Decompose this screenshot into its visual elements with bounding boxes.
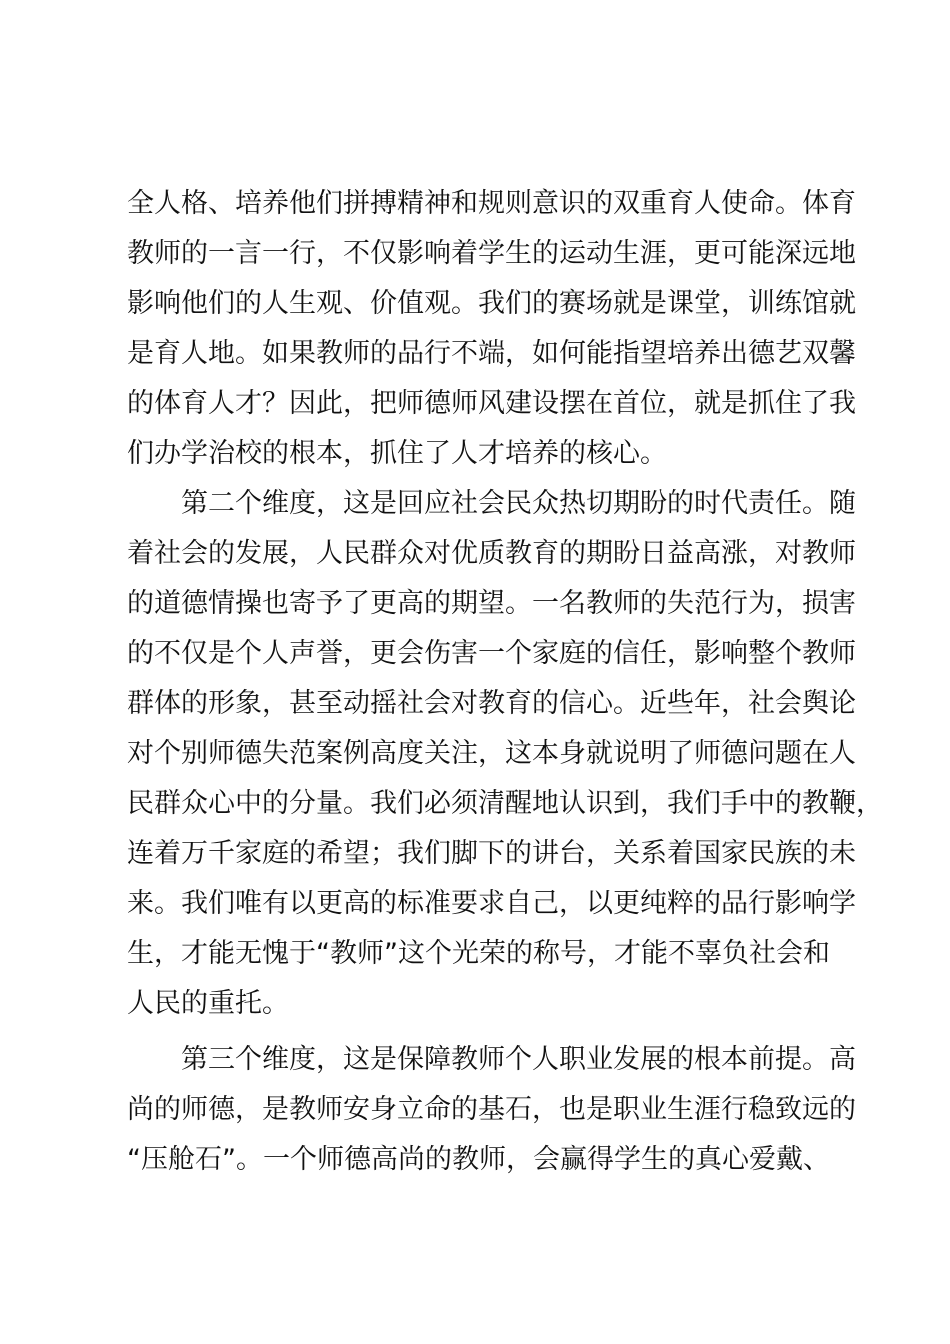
text-line: 影响他们的人生观、价值观。我们的赛场就是课堂，训练馆就 — [127, 288, 856, 319]
paragraph-2 — [127, 479, 883, 1029]
text-line: 民群众心中的分量。我们必须清醒地认识到，我们手中的教鞭， — [127, 788, 883, 819]
text-line: 第三个维度，这是保障教师个人职业发展的根本前提。高 — [127, 1044, 856, 1075]
paragraph-3 — [127, 1035, 856, 1185]
text-line: 们办学治校的根本，抓住了人才培养的核心。 — [127, 438, 667, 469]
text-line: 人民的重托。 — [127, 988, 289, 1019]
text-line: 全人格、培养他们拼搏精神和规则意识的双重育人使命。体育 — [127, 188, 856, 219]
text-line: 第二个维度，这是回应社会民众热切期盼的时代责任。随 — [127, 488, 856, 519]
text-line: 连着万千家庭的希望；我们脚下的讲台，关系着国家民族的未 — [127, 838, 856, 869]
paragraph-1 — [127, 179, 856, 479]
text-line: 的道德情操也寄予了更高的期望。一名教师的失范行为，损害 — [127, 588, 856, 619]
text-line: 的体育人才？因此，把师德师风建设摆在首位，就是抓住了我 — [127, 388, 856, 419]
text-line: 教师的一言一行，不仅影响着学生的运动生涯，更可能深远地 — [127, 238, 856, 269]
body-text — [127, 179, 883, 1185]
text-line: 尚的师德，是教师安身立命的基石，也是职业生涯行稳致远的 — [127, 1094, 856, 1125]
text-line: 着社会的发展，人民群众对优质教育的期盼日益高涨，对教师 — [127, 538, 856, 569]
text-line: 对个别师德失范案例高度关注，这本身就说明了师德问题在人 — [127, 738, 856, 769]
text-line: 是育人地。如果教师的品行不端，如何能指望培养出德艺双馨 — [127, 338, 856, 369]
text-line: 生，才能无愧于“教师”这个光荣的称号，才能不辜负社会和 — [127, 938, 830, 969]
text-line: 来。我们唯有以更高的标准要求自己，以更纯粹的品行影响学 — [127, 888, 856, 919]
text-line: 的不仅是个人声誉，更会伤害一个家庭的信任，影响整个教师 — [127, 638, 856, 669]
text-line: 群体的形象，甚至动摇社会对教育的信心。近些年，社会舆论 — [127, 688, 856, 719]
text-line: “压舱石”。一个师德高尚的教师，会赢得学生的真心爱戴、 — [127, 1144, 830, 1175]
